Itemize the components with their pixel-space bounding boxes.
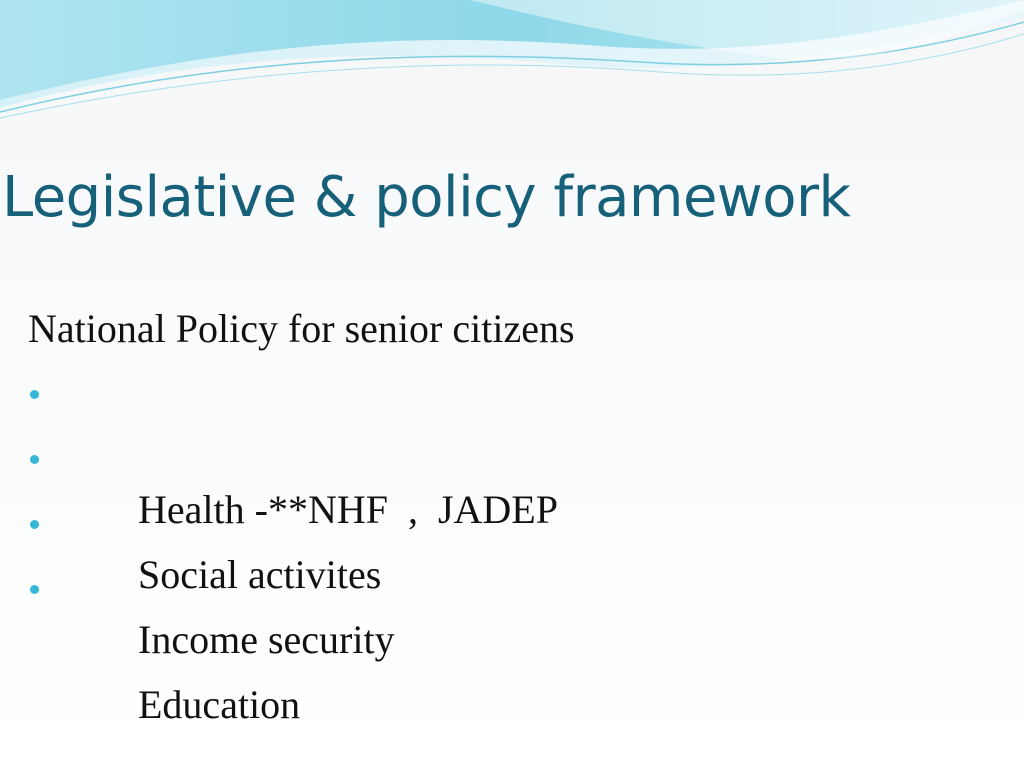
- bullet-dot-icon: [30, 585, 39, 594]
- bullet-text: Education: [138, 682, 301, 727]
- bullet-text: Income security: [138, 617, 395, 662]
- bullet-dot-icon: [30, 455, 39, 464]
- bullet-text: Social activites: [138, 552, 382, 597]
- intro-line: National Policy for senior citizens: [28, 306, 575, 351]
- bullet-dot-icon: [30, 520, 39, 529]
- bullet-text: Health -**NHF , JADEP: [138, 487, 558, 532]
- slide-body: [28, 300, 988, 727]
- slide-title: Legislative & policy framework: [2, 165, 851, 230]
- decorative-wave-header: [0, 0, 1024, 120]
- bullet-item-health: [28, 365, 988, 532]
- bullet-dot-icon: [30, 390, 39, 399]
- bullet-list: [28, 365, 988, 727]
